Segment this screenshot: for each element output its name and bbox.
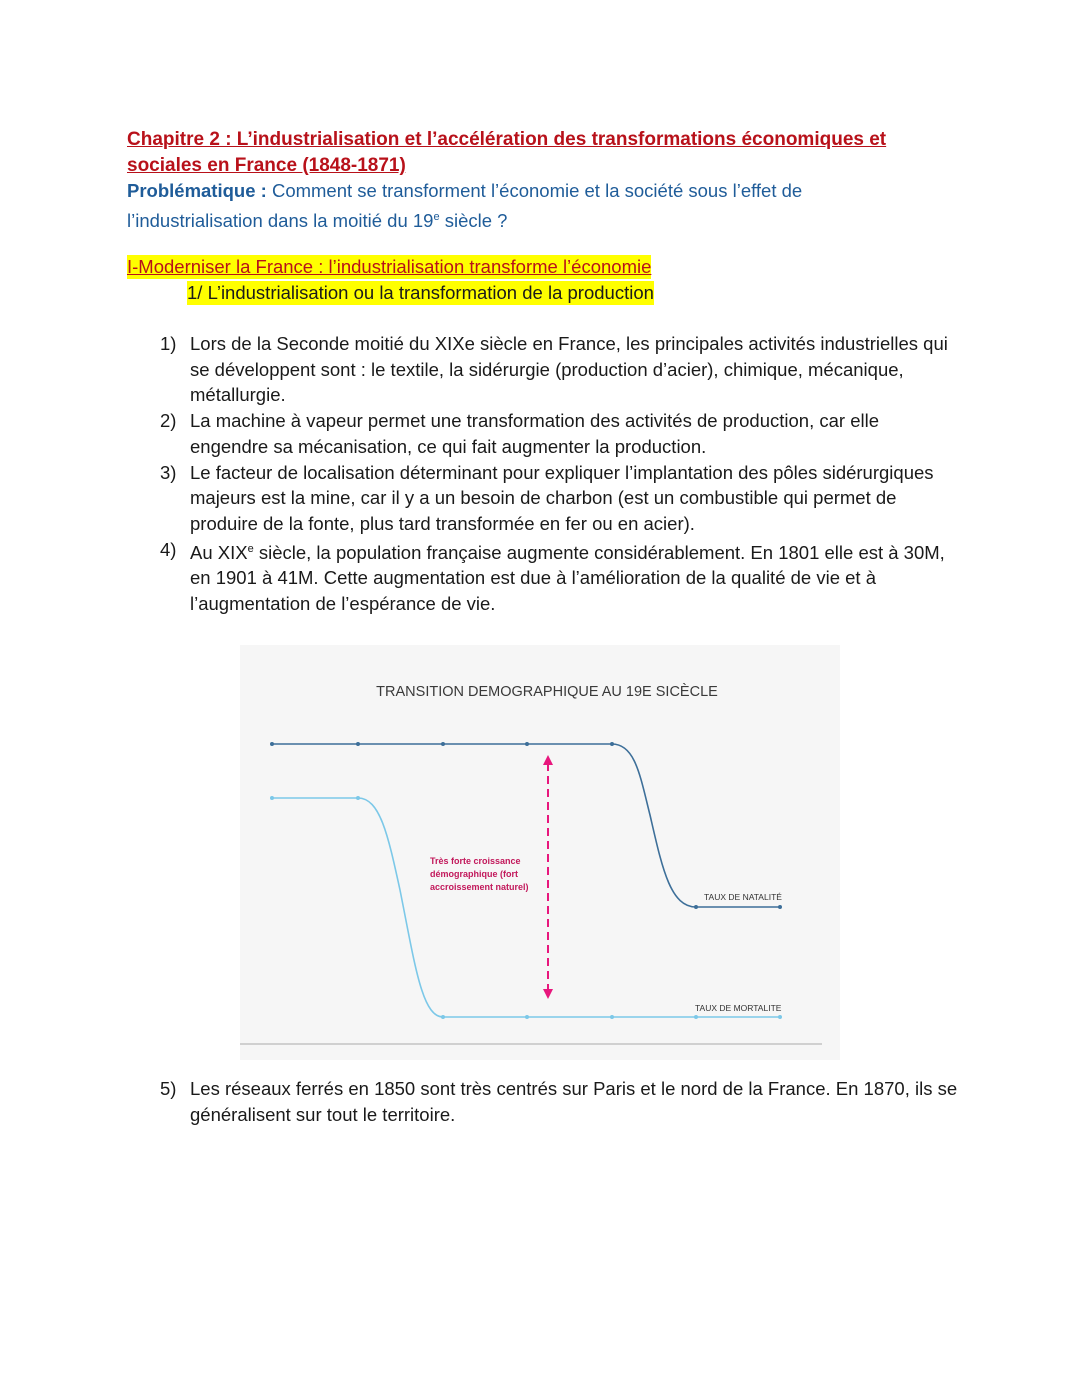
item-sup: e — [247, 542, 254, 555]
annotation-line: accroissement naturel) — [430, 882, 529, 892]
point — [356, 742, 360, 746]
annotation-line: Très forte croissance — [430, 856, 521, 866]
series-label-mortalite: TAUX DE MORTALITE — [695, 1003, 782, 1013]
annotation-line: démographique (fort — [430, 869, 518, 879]
point — [694, 905, 698, 909]
series-label-natalite: TAUX DE NATALITÉ — [704, 892, 782, 902]
point — [610, 742, 614, 746]
point — [525, 1015, 529, 1019]
growth-annotation — [430, 856, 529, 892]
list-item — [160, 460, 960, 537]
point — [441, 742, 445, 746]
list-item — [160, 1076, 960, 1127]
problematique-end: siècle ? — [439, 210, 508, 232]
answer-list-continued — [160, 1076, 960, 1127]
point — [356, 796, 360, 800]
chart-title: TRANSITION DEMOGRAPHIQUE AU 19E SICÈCLE — [376, 684, 718, 700]
item-text: Les réseaux ferrés en 1850 sont très centrés sur Paris et le nord de la France. En 1870, ils se généralisent sur tout le territoire. — [190, 1078, 958, 1125]
subsection-title: 1/ L’industrialisation ou la transformation de la production — [187, 282, 654, 303]
point — [778, 905, 782, 909]
item-text: La machine à vapeur permet une transformation des activités de production, car elle engendre sa mécanisation, ce qui fait augmenter la production. — [190, 410, 879, 457]
item-text: siècle, la population française augmente considérablement. En 1801 elle est à 30M, en 1901 à 41M. Cette augmentation est due à l’amélioration de la qualité de vie et à l’augmentation de l’espérance de vie. — [190, 541, 945, 615]
arrow-up-icon — [543, 755, 553, 765]
problematique — [127, 178, 927, 234]
point — [610, 1015, 614, 1019]
list-item — [160, 408, 960, 459]
item-number: 4) — [160, 538, 177, 560]
problematique-text: Comment se transforment l’économie et la société sous l’effet de l’industrialisation dans la moitié du 19 — [127, 180, 803, 232]
item-text: Au XIX — [190, 541, 248, 563]
item-number: 2) — [160, 410, 177, 432]
point — [778, 1015, 782, 1019]
point — [270, 796, 274, 800]
demographic-transition-chart — [240, 645, 840, 1060]
point — [270, 742, 274, 746]
answer-list — [160, 331, 960, 617]
point — [525, 742, 529, 746]
item-text: Le facteur de localisation déterminant pour expliquer l’implantation des pôles sidérurgiques majeurs est la mine, car il y a un besoin de charbon (est un combustible qui permet de produire de la fonte, plus tard transformée en fer ou en acier). — [190, 461, 934, 534]
item-text: Lors de la Seconde moitié du XIXe siècle en France, les principales activités industrielles qui se développent sont : le textile, la sidérurgie (production d’acier), chimique, mécanique, métallurgie. — [190, 333, 948, 406]
arrow-down-icon — [543, 989, 553, 999]
item-number: 5) — [160, 1078, 177, 1099]
item-number: 3) — [160, 461, 177, 483]
list-item — [160, 331, 960, 408]
item-number: 1) — [160, 333, 177, 354]
list-item — [160, 537, 960, 617]
chapter-title: Chapitre 2 : L’industrialisation et l’accélération des transformations économiques et sociales en France (1848-1871) — [127, 129, 887, 176]
problematique-label: Problématique : — [127, 180, 267, 201]
section-title: I-Moderniser la France : l’industrialisation transforme l’économie — [127, 256, 652, 277]
problematique-sup: e — [433, 211, 440, 223]
chart-svg — [240, 645, 840, 1060]
point — [441, 1015, 445, 1019]
point — [694, 1015, 698, 1019]
